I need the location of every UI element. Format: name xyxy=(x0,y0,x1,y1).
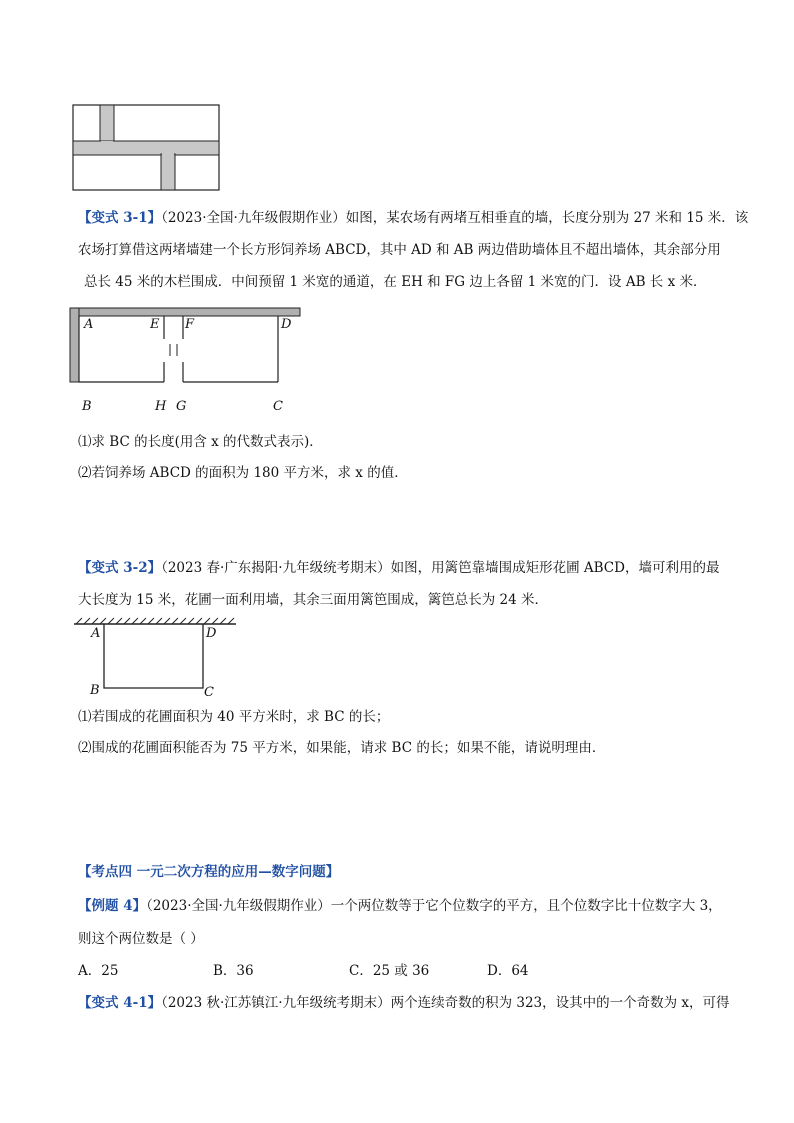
point-label-c: C xyxy=(273,399,283,414)
example-4-options xyxy=(78,961,558,981)
variant-3-1-label: 【变式 3-1】 xyxy=(78,210,162,226)
garden-wall-figure xyxy=(70,616,242,700)
example-4-line2: 则这个两位数是（ ） xyxy=(78,931,204,947)
variant-3-1-line3: 总长 45 米的木栏围成．中间预留 1 米宽的通道，在 EH 和 FG 边上各留 1 米宽的门．设 AB 长 x 米． xyxy=(84,274,707,290)
variant-3-2-line1: 【变式 3-2】（2023 春·广东揭阳·九年级统考期末）如图，用篱笆靠墙围成矩形花圃 ABCD，墙可利用的最 xyxy=(78,560,720,576)
cross-path-figure xyxy=(72,104,222,192)
variant-3-2-line2: 大长度为 15 米，花圃一面利用墙，其余三面用篱笆围成，篱笆总长为 24 米． xyxy=(78,592,549,608)
point-label-c: C xyxy=(204,685,214,700)
point-label-h: H xyxy=(155,399,167,414)
point-label-g: G xyxy=(176,399,187,414)
variant-3-1-question-1: ⑴求 BC 的长度(用含 x 的代数式表示)． xyxy=(78,434,323,450)
variant-3-1-line2: 农场打算借这两堵墙建一个长方形饲养场 ABCD，其中 AD 和 AB 两边借助墙体且不超出墙体，其余部分用 xyxy=(78,242,721,258)
example-4-label: 【例题 4】 xyxy=(78,898,147,914)
option-b: B．36 xyxy=(213,963,254,979)
point-label-d: D xyxy=(206,626,217,641)
point-label-b: B xyxy=(90,683,100,698)
point-label-d: D xyxy=(281,317,292,332)
variant-3-1-line1: 【变式 3-1】（2023·全国·九年级假期作业）如图，某农场有两堵互相垂直的墙，长度分别为 27 米和 15 米．该 xyxy=(78,210,749,226)
example-4-line1: 【例题 4】（2023·全国·九年级假期作业）一个两位数等于它个位数字的平方，且个位数字比十位数字大 3， xyxy=(78,898,722,914)
point-label-f: F xyxy=(185,317,195,332)
variant-3-1-question-2: ⑵若饲养场 ABCD 的面积为 180 平方米，求 x 的值． xyxy=(78,465,408,481)
variant-3-2-question-2: ⑵围成的花圃面积能否为 75 平方米，如果能，请求 BC 的长；如果不能，请说明理由． xyxy=(78,740,606,756)
point-label-e: E xyxy=(150,317,160,332)
variant-3-2-question-1: ⑴若围成的花圃面积为 40 平方米时，求 BC 的长； xyxy=(78,709,390,725)
point-label-a: A xyxy=(84,317,94,332)
variant-4-1-line1: 【变式 4-1】（2023 秋·江苏镇江·九年级统考期末）两个连续奇数的积为 323，设其中的一个奇数为 x，可得 xyxy=(78,995,730,1011)
topic-4-heading: 【考点四 一元二次方程的应用—数字问题】 xyxy=(78,864,340,880)
option-d: D．64 xyxy=(487,963,529,979)
farm-enclosure-figure xyxy=(66,306,306,416)
variant-4-1-label: 【变式 4-1】 xyxy=(78,995,162,1011)
point-label-a: A xyxy=(91,626,101,641)
option-a: A．25 xyxy=(78,963,119,979)
point-label-b: B xyxy=(82,399,92,414)
variant-3-2-label: 【变式 3-2】 xyxy=(78,560,162,576)
option-c: C．25 或 36 xyxy=(349,963,430,979)
